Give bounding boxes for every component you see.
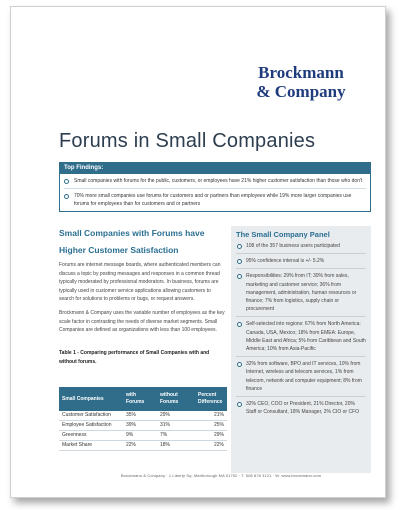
- table-cell: 35%: [123, 411, 157, 421]
- panel-item-text: 108 of the 357 business users participated: [246, 243, 340, 249]
- performance-table: [59, 387, 227, 451]
- panel-item-text: 32% from software, BPO and IT services, 10% from Internet, wireless and telecom services, 1% from telecom, network and computer equipment; 8% from finance: [246, 361, 362, 392]
- finding-text: 70% more small companies use forums for customers and or partners than employees while 19% more larger companies use forums for employees than for customers and or partners: [74, 193, 352, 207]
- panel-item: [236, 242, 366, 250]
- bullet-circle-icon: [237, 259, 242, 264]
- body-paragraph: Brockmann & Company uses the variable number of employees as the key scale factor in contrasting the needs of diverse market segments. Small Companies are defined as organizations with less than 100 employees.: [59, 310, 225, 333]
- table-cell: 22%: [195, 441, 227, 451]
- divider: [236, 268, 366, 269]
- divider: [236, 316, 366, 317]
- panel-title: The Small Company Panel: [236, 230, 330, 239]
- section-heading: Small Companies with Forums have Higher Customer Satisfaction: [59, 228, 205, 255]
- table-cell: 29%: [157, 411, 195, 421]
- panel-item-text: 95% confidence interval is +/- 5.2%: [246, 258, 325, 265]
- logo-line-2: & Company: [256, 82, 346, 101]
- body-paragraph: Forums are internet message boards, where authenticated members can discuss a topic by posting messages and responses in a common thread typically moderated by professional moderators. In business, forums are typically used in customer service applications allowing customers to search for solutions to problems or bugs, or request answers.: [59, 262, 221, 302]
- column-header: Small Companies: [59, 387, 123, 411]
- panel-item: [236, 257, 366, 265]
- table-row: [59, 441, 227, 451]
- table-cell: 7%: [157, 431, 195, 441]
- page-footer: Brockmann & Company · 1 Liberty Sq, Marlborough MA 01752 · T. 508 878 3121 · W. www.brockmann.com: [120, 473, 322, 478]
- table-cell: 22%: [123, 441, 157, 451]
- table-cell: 18%: [157, 441, 195, 451]
- table-cell: Employee Satisfaction: [59, 421, 123, 431]
- table-row: [59, 421, 227, 431]
- bullet-circle-icon: [237, 362, 242, 367]
- panel-item: [236, 320, 366, 353]
- document-page: [10, 6, 386, 498]
- table-row: [59, 411, 227, 421]
- bullet-circle-icon: [237, 322, 242, 327]
- table-cell: Greenness: [59, 431, 123, 441]
- table-cell: 9%: [123, 431, 157, 441]
- bullet-circle-icon: [237, 402, 242, 407]
- column-header: Percent Difference: [195, 387, 227, 411]
- table-cell: 29%: [195, 431, 227, 441]
- column-header: with Forums: [123, 387, 157, 411]
- panel-item-text: Responsibilities: 29% from IT; 30% from sales, marketing and customer service; 36% from management, administration, human resources or finance; 7% from logistics, supply chain or procurement: [246, 273, 357, 313]
- table-caption: Table 1 - Comparing performance of Small Companies with and without forums.: [59, 350, 210, 365]
- table-cell: 39%: [123, 421, 157, 431]
- top-findings-heading: Top Findings:: [60, 163, 370, 174]
- bullet-circle-icon: [237, 274, 242, 279]
- table-cell: 31%: [157, 421, 195, 431]
- bullet-circle-icon: [64, 194, 69, 199]
- divider: [236, 396, 366, 397]
- bullet-circle-icon: [237, 244, 242, 249]
- divider: [236, 253, 366, 254]
- panel-item: [236, 400, 366, 416]
- small-company-panel: [231, 226, 371, 473]
- panel-item-text: Self-selected into regions: 67% from North America: Canada, USA, Mexico; 18% from EMEA: Europe, Middle East and Africa; 5% from Caribbean and South America; 10% from Asia-Pacific: [246, 321, 366, 353]
- panel-item-text: 32% CEO, COO or President, 21% Director, 20% Staff or Consultant, 18% Manager, 2% CIO or CFO: [246, 401, 360, 416]
- table-header-row: [59, 387, 227, 411]
- panel-item: [236, 360, 366, 393]
- table-row: [59, 431, 227, 441]
- company-logo: [237, 63, 365, 101]
- table-cell: Customer Satisfaction: [59, 411, 123, 421]
- panel-item: [236, 272, 366, 313]
- finding-item: [60, 189, 370, 211]
- logo-line-1: Brockmann: [258, 63, 344, 82]
- divider: [236, 356, 366, 357]
- bullet-circle-icon: [64, 179, 69, 184]
- finding-text: Small companies with forums for the public, customers, or employees have 21% higher customer satisfaction than those who don't: [74, 178, 363, 184]
- top-findings-box: [59, 162, 371, 212]
- table-cell: Market Share: [59, 441, 123, 451]
- table-cell: 25%: [195, 421, 227, 431]
- page-title: Forums in Small Companies: [59, 130, 316, 152]
- column-header: without Forums: [157, 387, 195, 411]
- table-cell: 21%: [195, 411, 227, 421]
- finding-item: [60, 174, 370, 188]
